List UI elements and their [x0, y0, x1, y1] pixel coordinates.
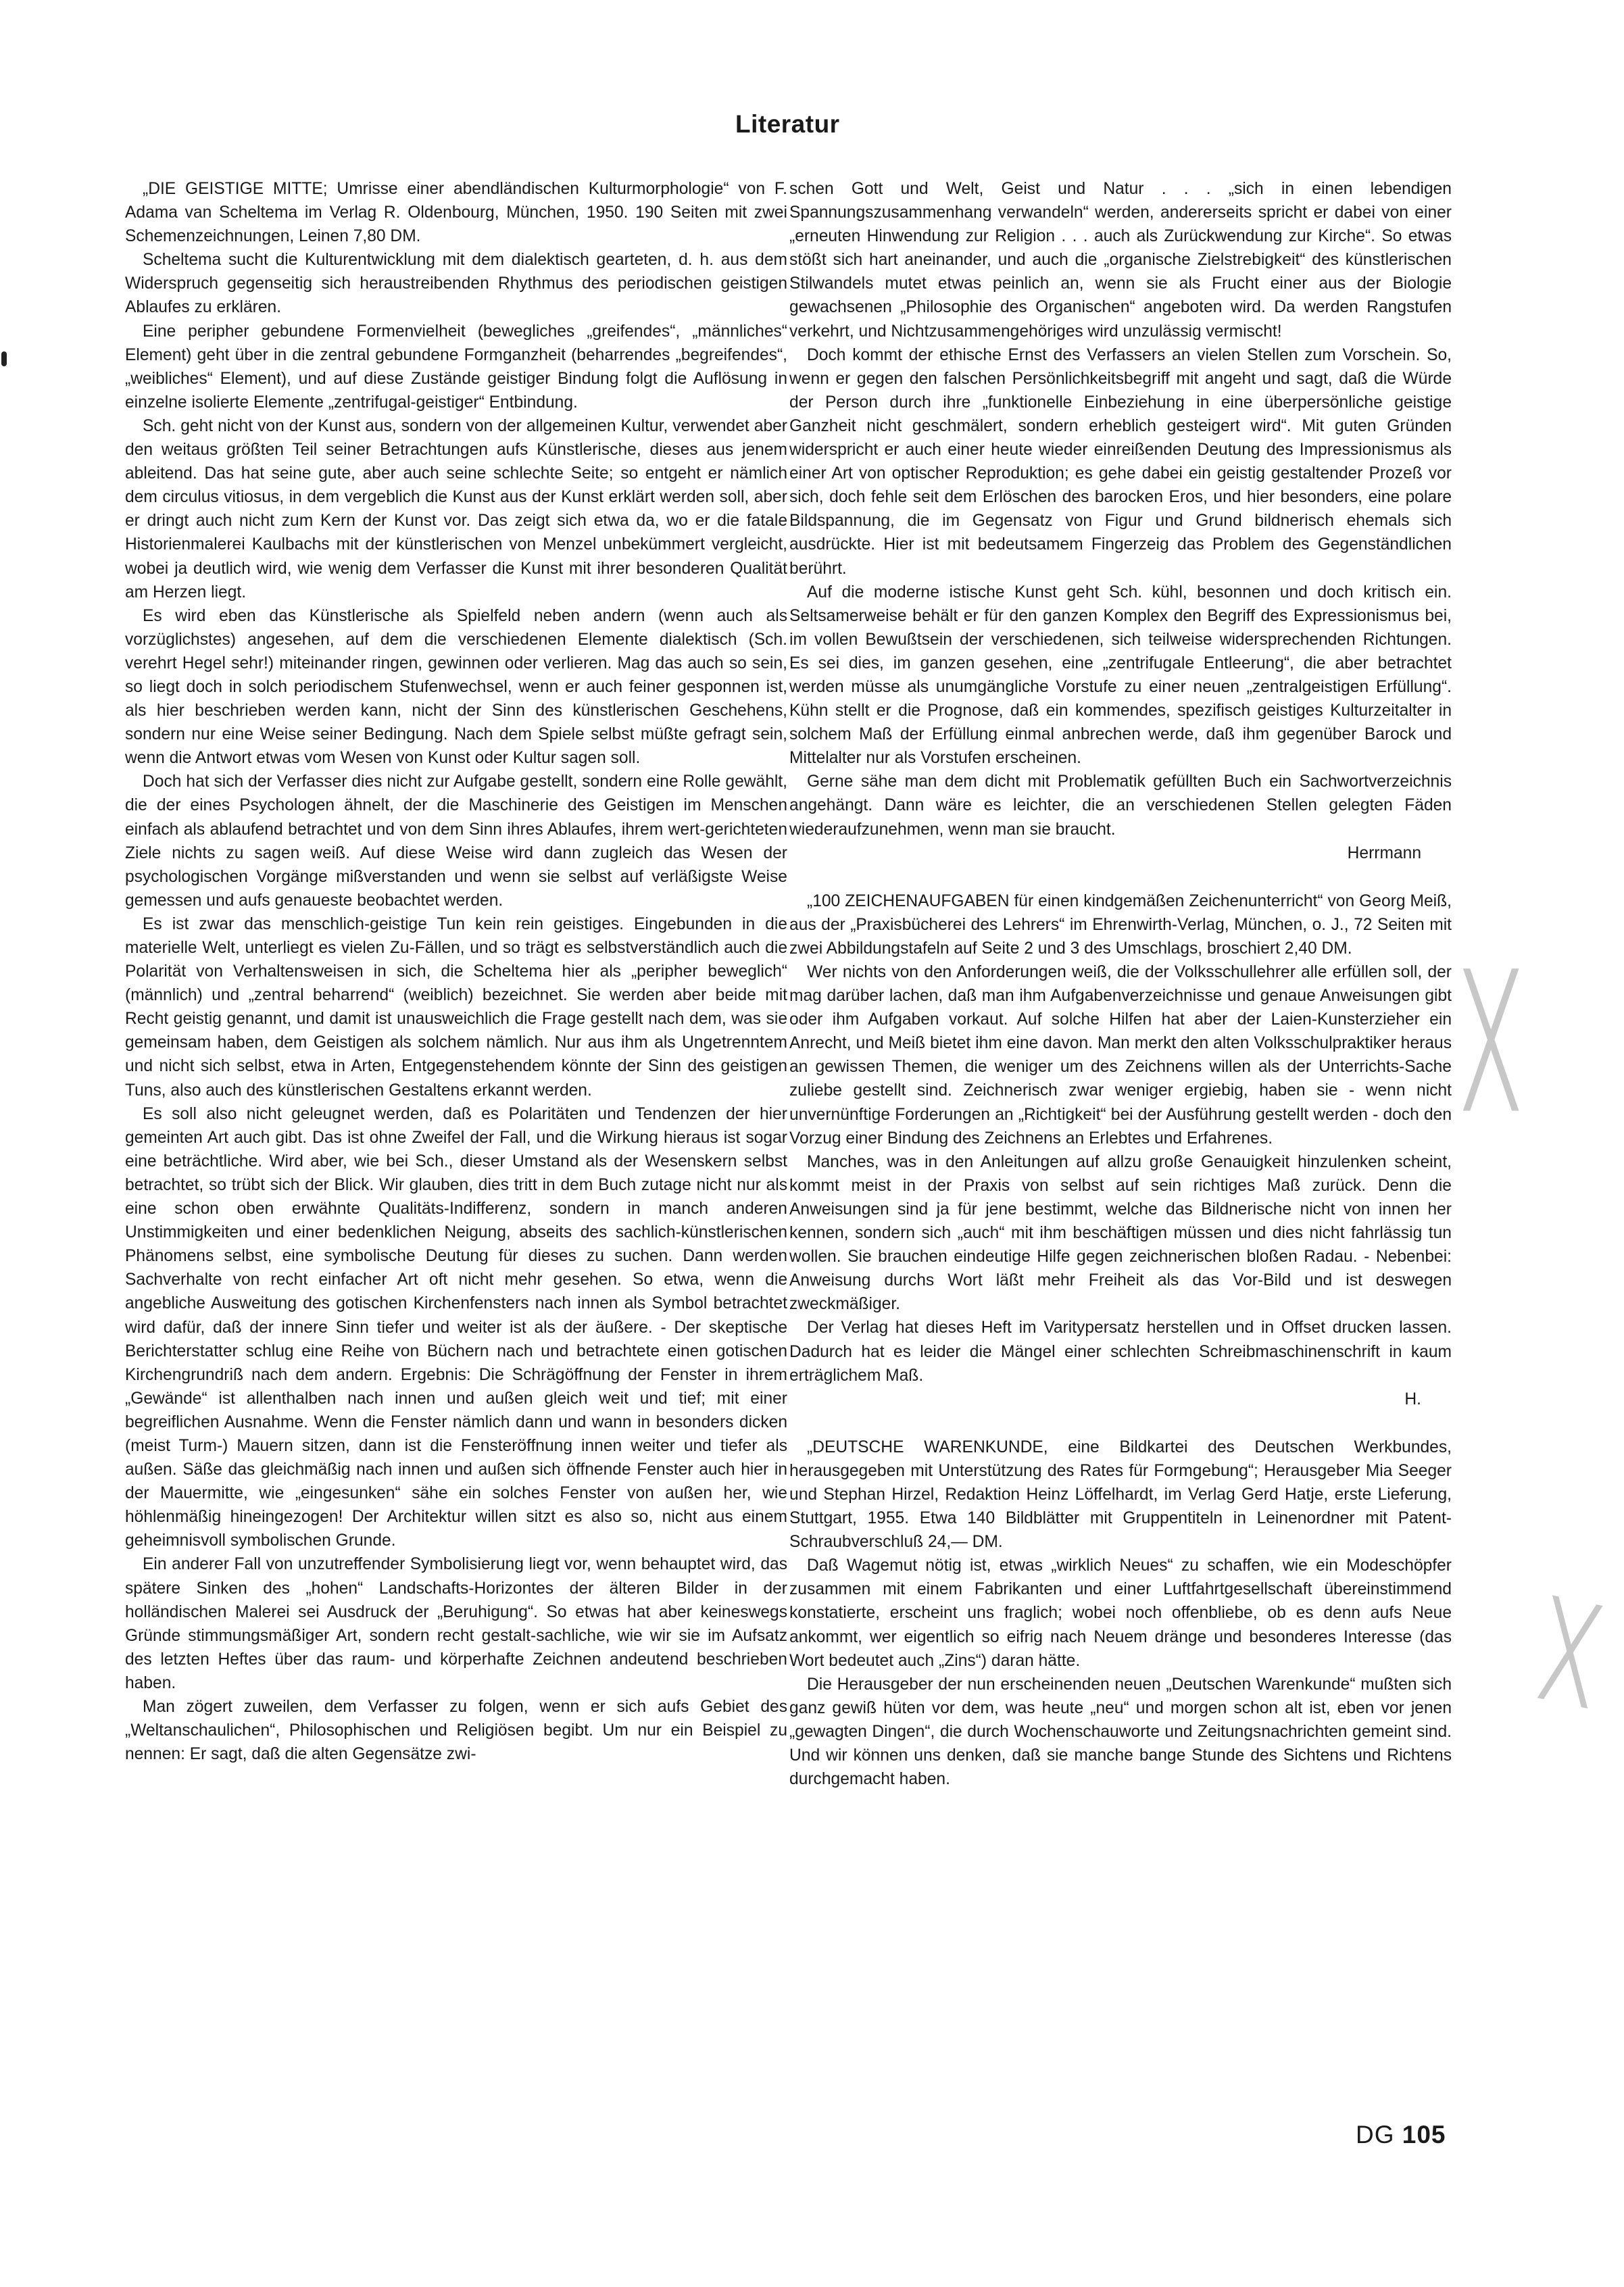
paragraph: Ein anderer Fall von unzutreffender Symbolisierung liegt vor, wenn behauptet wird, das spätere Sinken des „hohen“ Landschafts-Horizontes der älteren Bilder in der holländischen Malerei sei Ausdruck der „Beruhigung“. So etwas hat aber keineswegs Gründe stimmungsmäßiger Art, sondern recht gestalt-sachliche, wie wir sie im Aufsatz des letzten Heftes über das raum- und körperhafte Zeichnen andeutend beschrieben haben. — [125, 1555, 787, 1692]
margin-mark — [1, 351, 7, 366]
pencil-mark-x-icon: ╳ — [1540, 1596, 1600, 1708]
paragraph: Sch. geht nicht von der Kunst aus, sondern von der allgemeinen Kultur, verwendet aber den weitaus größten Teil seiner Betrachtungen aufs Künstlerische, dieses aus jenem ableitend. Das hat seine gute, aber auch seine schlechte Seite; so entgeht er nämlich dem circulus vitiosus, in dem vergeblich die Kunst aus der Kunst erklärt werden soll, aber er dringt auch nicht zum Kern der Kunst vor. Das zeigt sich etwa da, wo er die fatale Historienmalerei Kaulbachs mit der künstlerischen von Menzel unbekümmert vergleicht, wobei ja deutlich wird, wie wenig dem Verfasser die Kunst mit ihrer besonderen Qualität am Herzen liegt. — [125, 416, 787, 601]
paragraph: Gerne sähe man dem dicht mit Problematik gefüllten Buch ein Sachwortverzeichnis angehängt. Dann wäre es leichter, die an verschiedenen Stellen gelegten Fäden wiederaufzunehmen, wenn man sie braucht. — [789, 772, 1452, 839]
review-1-citation: „DIE GEISTIGE MITTE; Umrisse einer abendländischen Kulturmorphologie“ von F. Adama van Scheltema im Verlag R. Oldenbourg, München, 1950. 190 Seiten mit zwei Schemenzeichnungen, Leinen 7,80 DM. — [125, 180, 787, 246]
paragraph: Manches, was in den Anleitungen auf allzu große Genauigkeit hinzulenken scheint, kommt meist in der Praxis von selbst auf sein richtiges Maß zurück. Denn die Anweisungen sind ja für jene bestimmt, welche das Bildnerische nicht von innen her kennen, sondern sich „auch“ mit ihm beschäftigen müssen und dies nicht fahrlässig tun wollen. Sie brauchen eindeutige Hilfe gegen zeichnerischen bloßen Radau. - Nebenbei: Anweisung durchs Wort läßt mehr Freiheit als das Vor-Bild und ist deswegen zweckmäßiger. — [789, 1152, 1452, 1314]
review-2-citation: „100 ZEICHENAUFGABEN für einen kindgemäßen Zeichenunterricht“ von Georg Meiß, aus der „Praxisbücherei des Lehrers“ im Ehrenwirth-Verlag, München, o. J., 72 Seiten mit zwei Abbildungstafeln auf Seite 2 und 3 des Umschlags, broschiert 2,40 DM. — [789, 891, 1452, 958]
paragraph: Doch kommt der ethische Ernst des Verfassers an vielen Stellen zum Vorschein. So, wenn er gegen den falschen Persönlichkeitsbegriff mit angeht und sagt, daß die Würde der Person durch ihre „funktionelle Einbeziehung in eine überpersönliche geistige Ganzheit nicht geschmälert, sondern erheblich gesteigert wird“. Mit guten Gründen widerspricht er auch einer heute wieder einreißenden Deutung des Impressionismus als einer Art von optischer Reproduktion; es gehe dabei ein geistig gestaltender Prozeß vor sich, doch fehle seit dem Erlöschen des barocken Eros, und hier besonders, eine polare Bildspannung, die im Gegensatz von Figur und Grund bildnerisch ehemals sich ausdrückte. Hier ist mit bedeutsamem Fingerzeig das Problem des Gegenständlichen berührt. — [789, 345, 1452, 578]
review-1-signature: Herrmann — [1347, 843, 1421, 862]
paragraph: Die Herausgeber der nun erscheinenden neuen „Deutschen Warenkunde“ mußten sich ganz gewiß hüten vor dem, was heute „neu“ und morgen schon alt ist, eben vor jenen „gewagten Dingen“, die durch Wochenschauworte und Zeitungsnachrichten gemeint sind. Und wir können uns denken, daß sie manche bange Stunde des Sichtens und Richtens durchgemacht haben. — [789, 1675, 1452, 1789]
paragraph: Wer nichts von den Anforderungen weiß, die der Volksschullehrer alle erfüllen soll, der mag darüber lachen, daß man ihm Aufgabenverzeichnisse und genaue Anweisungen gibt oder ihm Aufgaben vorkaut. Auf solche Hilfen hat aber der Laien-Kunsterzieher ein Anrecht, und Meiß bietet ihm eine davon. Man merkt den alten Volksschulpraktiker heraus an gewissen Themen, die weniger um des Zeichnens willen als der Unterrichts-Sache zuliebe gestellt sind. Zeichnerisch zwar weniger ergiebig, haben sie - wenn nicht unvernünftige Forderungen an „Richtigkeit“ bei der Ausführung gestellt werden - doch den Vorzug einer Bindung des Zeichnens an Erlebtes und Erfahrenes. — [789, 963, 1452, 1148]
journal-abbrev: DG — [1356, 2121, 1395, 2148]
paragraph: Doch hat sich der Verfasser dies nicht zur Aufgabe gestellt, sondern eine Rolle gewählt, die der eines Psychologen ähnelt, der die Maschinerie des Geistigen im Menschen einfach als ablaufend betrachtet und von dem Sinn ihres Ablaufes, ihrem wert-gerichteten Ziele nichts zu sagen weiß. Auf diese Weise wird dann zugleich das Wesen der psychologischen Vorgänge mißverstanden und wenn sie selbst auf verläßigste Weise gemessen und aufs genaueste beobachtet werden. — [125, 772, 787, 910]
spacer — [789, 1411, 1452, 1435]
paragraph: schen Gott und Welt, Geist und Natur . . . „sich in einen lebendigen Spannungszusammenhang verwandeln“ werden, andererseits spricht er dabei von einer „erneuten Hinwendung zur Religion . . . auch als Zurückwendung zur Kirche“. So etwas stößt sich hart aneinander, und auch die „organische Zielstrebigkeit“ des künstlerischen Stilwandels mutet etwas peinlich an, wenn sie als Frucht einer aus der Biologie gewachsenen „Philosophie des Organischen“ angeboten wird. Da werden Rangstufen verkehrt, und Nichtzusammengehöriges wird unzulässig vermischt! — [789, 180, 1452, 341]
paragraph: Auf die moderne istische Kunst geht Sch. kühl, besonnen und doch kritisch ein. Seltsamerweise behält er für den ganzen Komplex den Begriff des Expressionismus bei, im vollen Bewußtsein der verschiedenen, sich teilweise widersprechenden Richtungen. Es sei dies, im ganzen gesehen, eine „zentrifugale Entleerung“, die aber betrachtet werden müsse als unumgängliche Vorstufe zu einer neuen „zentralgeistigen Erfüllung“. Kühn stellt er die Prognose, daß ein kommendes, spezifisch geistiges Kulturzeitalter in solchem Maß der Erfüllung einmal anbrechen werde, daß ihm gegenüber Barock und Mittelalter nur als Vorstufen erscheinen. — [789, 583, 1452, 768]
paragraph: Es wird eben das Künstlerische als Spielfeld neben andern (wenn auch als vorzüglichstes) angesehen, auf dem die verschiedenen Elemente dialektisch (Sch. verehrt Hegel sehr!) miteinander ringen, gewinnen oder verlieren. Mag das auch so sein, so liegt doch in solch periodischem Stufenwechsel, wenn er auch feiner gesponnen ist, als hier beschrieben werden kann, nicht der Sinn des künstlerischen Geschehens, sondern nur eine Weise seiner Bedingung. Nach dem Spiele selbst müßte gefragt sein, wenn die Antwort etwas vom Wesen von Kunst oder Kultur sagen soll. — [125, 606, 787, 768]
paragraph: Es soll also nicht geleugnet werden, daß es Polaritäten und Tendenzen der hier gemeinten Art auch gibt. Das ist ohne Zweifel der Fall, und die Wirkung hieraus ist sogar eine beträchtliche. Wird aber, wie bei Sch., dieser Umstand als der Wesenskern selbst betrachtet, so trübt sich der Blick. Wir glauben, dies tritt in dem Buch zutage nicht nur als eine schon oben erwähnte Qualitäts-Indifferenz, sondern in manch anderen Unstimmigkeiten und einer bedenklichen Neigung, abseits des sachlich-künstlerischen Phänomens selbst, eine symbolische Deutung für dieses zu suchen. Dann werden Sachverhalte von recht einfacher Art oft nicht mehr gesehen. So etwa, wenn die angebliche Ausweitung des gotischen Kirchenfensters nach innen als Symbol betrachtet wird dafür, daß der innere Sinn tiefer und weiter ist als der äußere. - Der skeptische Berichterstatter schlug eine Reihe von Büchern nach und betrachtete einen gotischen Kirchengrundriß nach dem andern. Ergebnis: Die Schrägöffnung der Fenster in ihrem „Gewände“ ist allenthalben nach innen und außen gleich weit und tief; mit einer begreiflichen Ausnahme. Wenn die Fenster nämlich dann und wann in besonders dicken (meist Turm-) Mauern sitzen, dann ist die Fensteröffnung innen weiter und tiefer als außen. Säße das gleichmäßig nach innen und außen sich öffnende Fenster auch hier in der Mauermitte, wie „eingesunken“ sähe ein solches Fenster von außen her, wie höhlenmäßig hineingezogen! Der Architektur willen sitzt es also so, nicht aus einem geheimnisvoll symbolischen Grunde. — [125, 1104, 787, 1550]
paragraph: Daß Wagemut nötig ist, etwas „wirklich Neues“ zu schaffen, wie ein Modeschöpfer zusammen mit einem Fabrikanten und einer Luftfahrtgesellschaft übereinstimmend konstatierte, erscheint uns fraglich; wobei noch offenbliebe, ob es denn aufs Neue ankommt, wer eigentlich so eifrig nach Neuem dränge und besonderes Interesse (das Wort bedeutet auch „Zins“) daran hätte. — [789, 1556, 1452, 1670]
section-title: Literatur — [735, 110, 840, 138]
pencil-mark-x-icon: ╳ — [1467, 970, 1516, 1111]
page-folio — [1356, 2121, 1446, 2149]
paragraph: Scheltema sucht die Kulturentwicklung mit dem dialektisch gearteten, d. h. aus dem Widerspruch gegenseitig sich heraustreibenden Rhythmus des periodischen geistigen Ablaufes zu erklären. — [125, 251, 787, 317]
paragraph: Es ist zwar das menschlich-geistige Tun kein rein geistiges. Eingebunden in die materielle Welt, unterliegt es vielen Zu-Fällen, und so trägt es selbstverständlich auch die Polarität von Verhaltensweisen in sich, die Scheltema hier als „peripher beweglich“ (männlich) und „zentral beharrend“ (weiblich) bezeichnet. Sie werden aber beide mit Recht geistig genannt, und damit ist unausweichlich die Frage gestellt nach dem, was sie gemeinsam haben, dem Geistigen als solchem nämlich. Nur aus ihm als Ungetrenntem und nicht sich selbst, etwa in Arten, Entgegenstehendem könnte der Sinn des geistigen Tuns, also auch des künstlerischen Gestaltens erkannt werden. — [125, 914, 787, 1100]
paragraph: Eine peripher gebundene Formenvielheit (bewegliches „greifendes“, „männliches“ Element) geht über in die zentral gebundene Formganzheit (beharrendes „begreifendes“, „weibliches“ Element), und auf diese Zustände geistiger Bindung folgt die Auflösung in einzelne isolierte Elemente „zentrifugal-geistiger“ Entbindung. — [125, 322, 787, 412]
right-column — [789, 177, 1452, 1791]
paragraph: Man zögert zuweilen, dem Verfasser zu folgen, wenn er sich aufs Gebiet des „Weltanschaulichen“, Philosophischen und Religiösen begibt. Um nur ein Beispiel zu nennen: Er sagt, daß die alten Gegensätze zwi- — [125, 1698, 787, 1764]
left-column — [125, 177, 787, 1766]
review-2-signature: H. — [1404, 1390, 1421, 1408]
review-3-citation: „DEUTSCHE WARENKUNDE, eine Bildkartei des Deutschen Werkbundes, herausgegeben mit Unterstützung des Rates für Formgebung“; Herausgeber Mia Seeger und Stephan Hirzel, Redaktion Heinz Löffelhardt, im Verlag Gerd Hatje, erste Lieferung, Stuttgart, 1955. Etwa 140 Bildblätter mit Gruppentiteln in Leinenordner mit Patent-Schraubverschluß 24,— DM. — [789, 1437, 1452, 1552]
paragraph: Der Verlag hat dieses Heft im Varitypersatz herstellen und in Offset drucken lassen. Dadurch hat es leider die Mängel einer schlechten Schreibmaschinenschrift in kaum erträglichem Maß. — [789, 1319, 1452, 1385]
spacer — [789, 865, 1452, 889]
page-number: 105 — [1402, 2121, 1446, 2148]
